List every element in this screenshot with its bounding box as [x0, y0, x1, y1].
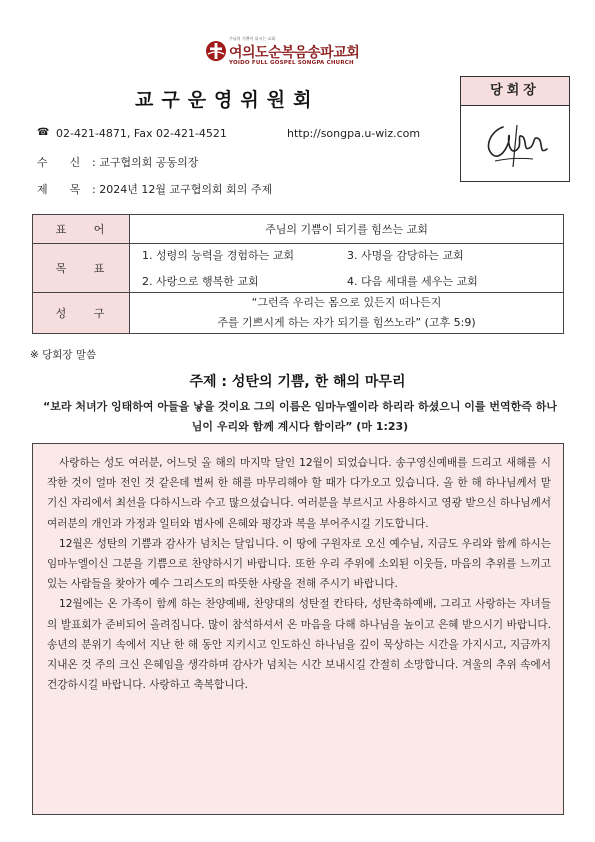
message-paragraph: 사랑하는 성도 여러분, 어느덧 올 해의 마지막 달인 12월이 되었습니다. 송구영신예배를 드리고 새해를 시작한 것이 얼마 전인 것 같은데 벌써 한 해를 마무리해야 할 때가 다가오고 있습니다. 올 한 해 하나님께서 맡기신 자리에서 최선을 다하시느라 수고 많으셨습니다. 여러분을 부르시고 사용하시고 영광 받으신 하나님께서 여러분의 개인과 가정과 일터와 범사에 은혜와 평강과 복을 부어주시길 기도합니다. — [47, 457, 551, 530]
message-body — [32, 443, 564, 815]
scripture-quote: “보라 처녀가 잉태하여 아들을 낳을 것이요 그의 이름은 임마누엘이라 하리라 하셨으니 이를 번역한즉 하나님이 우리와 함께 계시다 함이라” (마 1:23) — [43, 400, 557, 433]
recipient-value: : 교구협의회 공동의장 — [92, 156, 199, 169]
verse-line: 주를 기쁘시게 하는 자가 되기를 힘쓰노라” (고후 5:9) — [217, 316, 476, 329]
goals-cell — [130, 244, 564, 293]
motto-header: 표 어 — [33, 215, 130, 244]
verse-header: 성 구 — [33, 293, 130, 334]
church-name: 여의도순복음송파교회 — [229, 45, 360, 61]
verse-cell — [130, 293, 564, 334]
goal-item: 4. 다음 세대를 세우는 교회 — [347, 275, 478, 288]
message-paragraph: 12월에는 온 가족이 함께 하는 찬양예배, 찬양대의 성탄절 칸타타, 성탄축하예배, 그리고 사랑하는 자녀들의 발표회가 준비되어 올려집니다. 많이 참석하셔서 온 마음을 다해 하나님을 높이고 은혜 받으시기 바랍니다. 송년의 분위기 속에서 지난 한 해 동안 지키시고 인도하신 하나님을 깊이 묵상하는 시간을 가지시고, 지금까지 지내온 것 주의 크신 은혜임을 생각하며 감사가 넘치는 시간 보내시길 간절히 소망합니다. 겨울의 추위 속에서 건강하시길 바랍니다. 사랑하고 축복합니다. — [47, 598, 551, 692]
recipient-label: 수 신 — [37, 156, 81, 169]
subject-label: 제 목 — [37, 183, 81, 196]
message-paragraph: 12월은 성탄의 기쁨과 감사가 넘치는 달입니다. 이 땅에 구원자로 오신 예수님, 지금도 우리와 함께 하시는 임마누엘이신 그분을 기쁨으로 찬양하시기 바랍니다. 또한 우리 주위에 소외된 이웃들, 마음의 추위를 느끼고 있는 사람들을 찾아가 예수 그리스도의 따뜻한 사랑을 전해 주시기 바랍니다. — [47, 537, 551, 591]
logo-tagline: 주님의 기쁨이 되시는 교회 — [229, 36, 276, 41]
table-row — [33, 215, 564, 244]
verse-line: “그런즉 우리는 몸으로 있든지 떠나든지 — [251, 296, 442, 309]
table-row — [33, 244, 564, 293]
church-logo — [205, 36, 395, 72]
message-theme: 주제 : 성탄의 기쁨, 한 해의 마무리 — [189, 374, 406, 390]
phone-fax: 02-421-4871, Fax 02-421-4521 — [56, 127, 227, 140]
motto-content: 주님의 기쁨이 되기를 힘쓰는 교회 — [130, 215, 564, 244]
website-url: http://songpa.u-wiz.com — [287, 127, 421, 140]
goal-item: 1. 성령의 능력을 경험하는 교회 — [142, 249, 294, 262]
pastor-word-label: ※ 당회장 말씀 — [30, 349, 97, 361]
motto-table — [32, 214, 564, 334]
goal-item: 2. 사랑으로 행복한 교회 — [142, 275, 259, 288]
subject-value: : 2024년 12월 교구협의회 회의 주제 — [92, 183, 273, 196]
pastor-label: 당회장 — [461, 77, 569, 106]
pastor-signature — [473, 113, 557, 173]
church-name-en: YOIDO FULL GOSPEL SONGPA CHURCH — [229, 60, 354, 66]
committee-title: 교구운영위원회 — [135, 89, 320, 111]
church-emblem-icon — [205, 40, 227, 62]
phone-icon: ☎ — [37, 127, 50, 138]
table-row — [33, 293, 564, 334]
goals-header: 목 표 — [33, 244, 130, 293]
pastor-signature-box — [460, 76, 570, 182]
goal-item: 3. 사명을 감당하는 교회 — [347, 249, 464, 262]
